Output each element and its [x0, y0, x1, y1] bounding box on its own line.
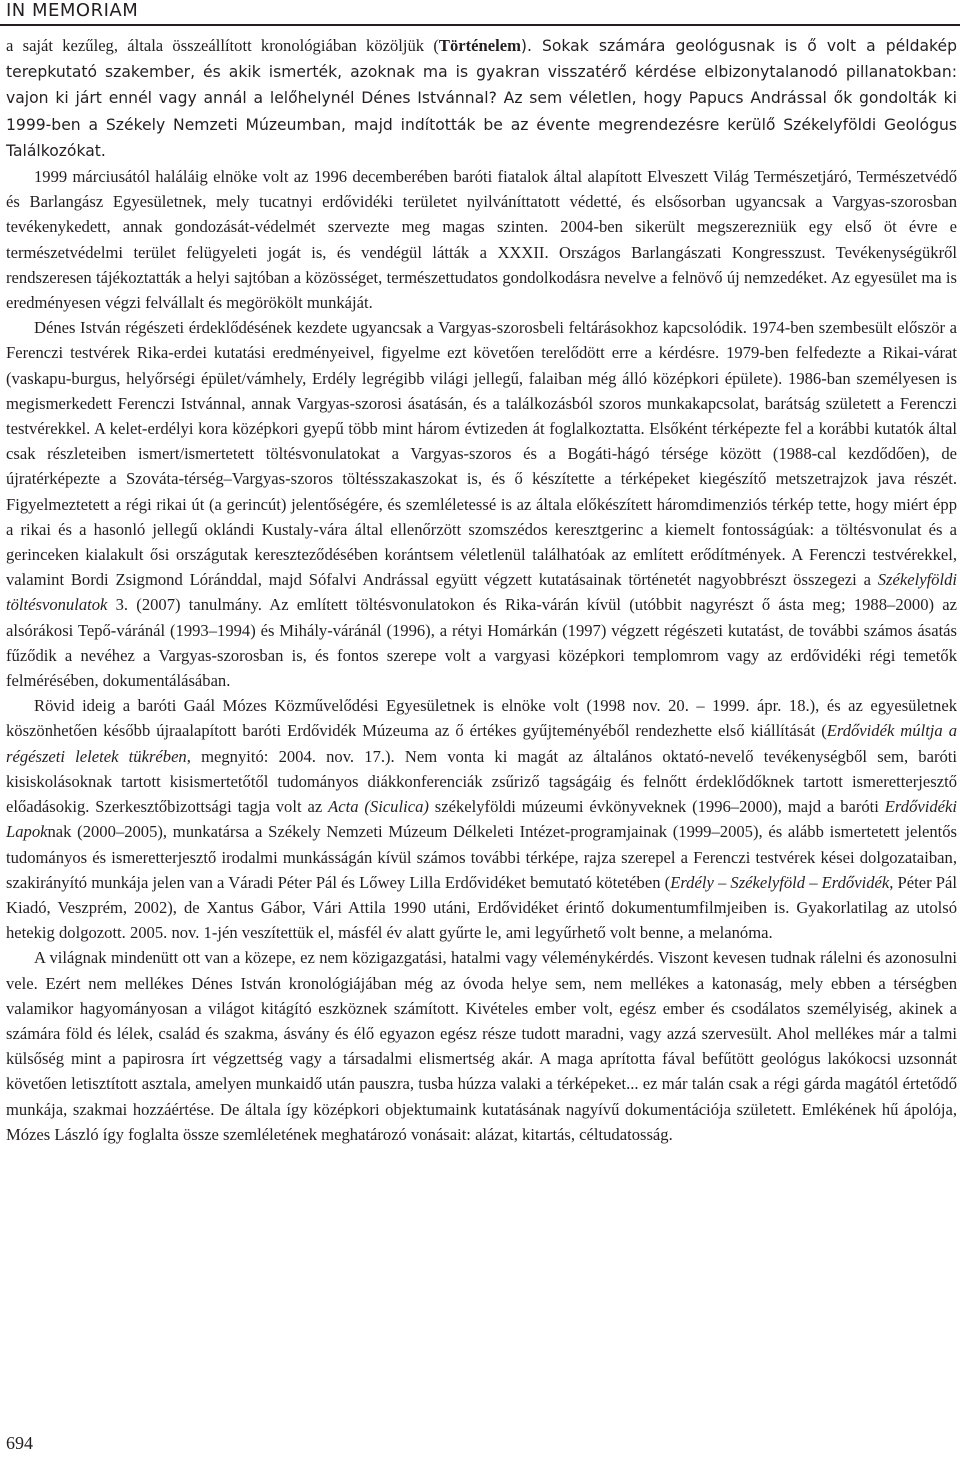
paragraph-4-text-g: nak (2000–2005), munkatársa a Székely Nemzeti Múzeum Délkeleti Intézet-programjainak (1999–2005), és alább ismertetett jelentős tudományos és ismeretterjesztő irodalmi munkásságán kívül számos további térképe, rajza szerepel a Ferenczi testvérek kései dolgozataiban, szakirányító munkája jelen van a Váradi Péter Pál és Lőwey Lilla Erdővidéket bemutató kötetében ( [6, 822, 957, 892]
paragraph-4-text-c: , megnyitó: 2004. nov. 17.). Nem vonta ki magát az általános oktató-nevelő tevékenységből sem, baróti kisiskolásoknak tartott kisismertetőtől tudományos diákkonferenciák zsűriző tagságáig és felnőtt érdeklődőknek tartott ismeretterjesztő előadásokig. Szerkesztőbizottsági tagja volt az [6, 746, 957, 817]
paragraph-3 [6, 315, 957, 693]
paragraph-2: 1999 márciusától haláláig elnöke volt az 1996 decemberében baróti fiatalok által alapított Elveszett Világ Természetjáró, Természetvédő és Barlangász Egyesületnek, mely tucatnyi erdővidéki területet nyilváníttatott védetté, és elsősorban ugyancsak a Vargyas-szorosban tevékenykedett, annak gondozását-védelmét szervezte meg magas szinten. 2004-ben sikerült megszerezniük egy első öt évre e természetvédelmi terület felügyeleti jogát is, és vendégül látták a XXXII. Országos Barlangászati Kongresszust. Tevékenységükről rendszeresen tájékoztatták a helyi sajtóban a közösséget, természettudatos gondolkodásra nevelve a felnövő új nemzedéket. Az egyesület ma is eredményesen végzi felvállalt és megörökölt munkáját. [6, 167, 957, 313]
page-number: 694 [6, 1433, 33, 1453]
paragraph-4-italic-exhibition: Erdővidék múltja a régészeti leletek tükrében [6, 721, 958, 766]
paragraph-1-text-a: a saját kezűleg, általa összeállított kronológiában közöljük ( [6, 36, 439, 55]
paragraph-3-text-a: Dénes István régészeti érdeklődésének kezdete ugyancsak a Vargyas-szorosbeli feltárásokhoz kapcsolódik. 1974-ben szembesült először a Ferenczi testvérek Rika-erdei kutatási eredményeivel, figyelme ezt követően terelődött erre a kérdésre. 1979-ben felfedezte a Rikai-várat (vaskapu-burgus, helyőrségi épület/vámhely, Erdély legrégibb világi jellegű, falaiban még álló középkori épülete). 1986-ban személyesen is megismerkedett Ferenczi Istvánnal, annak Vargyas-szorosi ásatásán, és a találkozásból szoros munkakapcsolat, barátság született a Ferenczi testvérekkel. A kelet-erdélyi kora középkori gyepű több mint három évtizeden át foglalkoztatta. Elsőként térképezte fel a korábbi kutatók által csak részleteiben ismert/ismertetett töltésvonulatokat a Vargyas-szoros és a Bogáti-hágó térsége között (1988-cal kezdődően), de újratérképezte a Szováta-térség–Vargyas-szoros töltésszakaszokat is, és ő készítette a térképeket kiegészítő metszetrajzok java részét. Figyelmeztetett a régi rikai út (a gerincút) jelentőségére, és szemléletessé is az általa előkészített háromdimenziós térkép tette, hogy miért épp a rikai és a hasonló jellegű oklándi Kustaly-vára által ellenőrzött szomszédos keresztgerinc a kiemelt fontosságúak: a töltésvonulat és a gerinceken kialakult ősi országutak kereszteződésében korántsem véletlenül találhatóak az említett erődítmények. A Ferenczi testvérekkel, valamint Bordi Zsigmond Lóránddal, majd Sófalvi Andrással együtt végzett kutatásainak történetét nagyobbrészt összegezi a [6, 318, 957, 590]
paragraph-4-italic-acta: Acta (Siculica) [328, 797, 429, 817]
paragraph-4-text-a: Rövid ideig a baróti Gaál Mózes Közművelődési Egyesületnek is elnöke volt (1998 nov. 20. – 1999. ápr. 18.), és az egyesületnek köszönhetően később újraalapított baróti Erdővidék Múzeuma az ő értékes gyűjteményéből rendezhette első kiállítását ( [6, 696, 957, 741]
paragraph-3-italic-title: Székelyföldi töltésvonulatok [6, 570, 957, 615]
section-header: IN MEMORIAM [6, 0, 139, 21]
paragraph-1-bold-term: Történelem [438, 36, 521, 55]
paragraph-4-text-e: székelyföldi múzeumi évkönyveknek (1996–2000), majd a baróti [428, 797, 885, 817]
paragraph-5: A világnak mindenütt ott van a közepe, ez nem közigazgatási, hatalmi vagy véleménykérdés. Viszont kevesen tudnak rálelni és azonosulni vele. Ezért nem mellékes Dénes István kronológiájában még az óvoda helye sem, nem mellékes a katonaság, mely ebben a térségben valamikor hagyományosan a világot kitágító eszköznek számított. Kivételes ember volt, egész ember és csodálatos személyiség, akinek a számára föld és lélek, család és szakma, ásvány és élő egyazon egész része tudott maradni, vagy azzá szervesült. Ahol mellékes már a talmi külsőség mint a papirosra írt végzettség vagy a társadalmi elismertség akár. A maga aprította fával befűtött geológus lakókocsi uzsonnát követően letisztított asztala, amelyen munkaidő után pauszra, tusba húzza valaki a térképeket... ez már talán csak a régi gárda magától értetődő munkája, szakmai hozzáértése. De általa így középkori objektumaink kutatásának nagyívű dokumentációja született. Emlékének hű ápolója, Mózes László így foglalta össze szemléletének meghatározó vonásait: alázat, kitartás, céltudatosság. [6, 948, 957, 1144]
article-body [6, 33, 957, 1147]
paragraph-4-italic-book: Erdély – Székelyföld – Erdővidék [670, 872, 890, 892]
paragraph-4-text-i: , Péter Pál Kiadó, Veszprém, 2002), de Xantus Gábor, Vári Attila 1990 utáni, Erdővidéket érintő dokumentumfilmjeiben is. Gyakorlatilag az utolsó hetekig dolgozott. 2005. nov. 1-jén veszítettük el, másfél év alatt gyűrte le, ami legyűrhető volt benne, a melanóma. [6, 872, 958, 943]
paragraph-3-text-c: 3. (2007) tanulmány. Az említett töltésvonulatokon és Rika-várán kívül (utóbbit nagyrészt ő ásta meg; 1988–2000) az alsórákosi Tepő-váránál (1993–1994) és Mihály-váránál (1996), a rétyi Homárkán (1997) végzett régészeti kutatást, de további számos ásatás fűződik a nevéhez a Vargyas-szorosban is, és fontos szerepe volt a vargyasi középkori templomrom vagy az erdővidéki régi temetők felmérésében, dokumentálásában. [6, 595, 957, 691]
paragraph-1 [6, 33, 957, 164]
paragraph-1-text-c: ). Sokak számára geológusnak is ő volt a példakép terepkutató szakember, és akik ismerték, azoknak ma is gyakran visszatérő kérdése elbizonytalanodó pillanatokban: vajon ki járt ennél vagy annál a lelőhelynél Dénes Istvánnal? Az sem véletlen, hogy Papucs Andrással ők gondolták ki 1999-ben a Székely Nemzeti Múzeumban, majd indították be az évente megrendezésre kerülő Székelyföldi Geológus Találkozókat. [6, 37, 957, 160]
paragraph-4 [6, 693, 957, 945]
paragraph-4-italic-lapok: Erdővidéki Lapok [6, 797, 957, 842]
header-rule [0, 24, 960, 26]
